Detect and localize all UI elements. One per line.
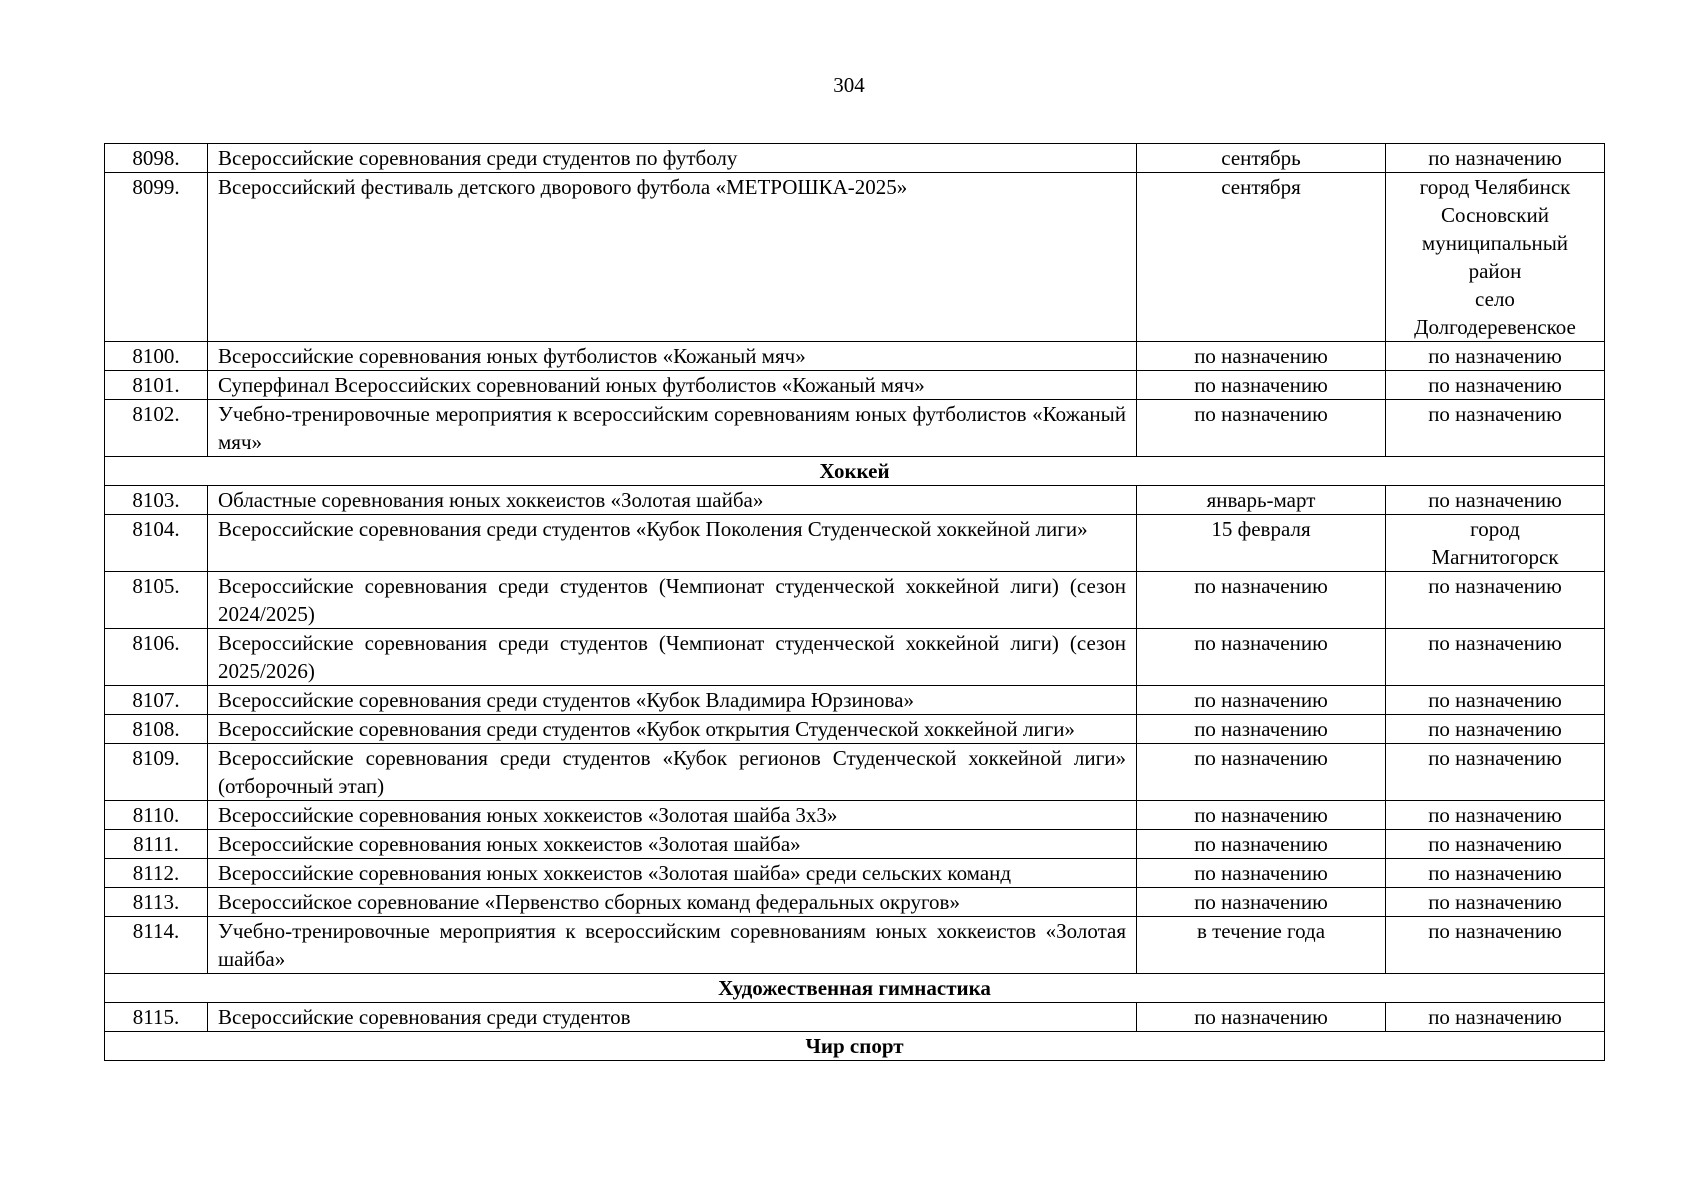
page-number: 304 — [833, 73, 865, 97]
event-place: по назначению — [1386, 400, 1605, 457]
event-place: по назначению — [1386, 917, 1605, 974]
event-date: по назначению — [1137, 801, 1386, 830]
event-name: Всероссийские соревнования юных хоккеистов «Золотая шайба» — [208, 830, 1137, 859]
event-date: 15 февраля — [1137, 515, 1386, 572]
table-row — [105, 173, 1605, 342]
event-number: 8109. — [105, 744, 208, 801]
event-date: по назначению — [1137, 859, 1386, 888]
event-place: по назначению — [1386, 629, 1605, 686]
table-row — [105, 917, 1605, 974]
event-name: Всероссийские соревнования среди студентов по футболу — [208, 144, 1137, 173]
table-row — [105, 486, 1605, 515]
section-row — [105, 457, 1605, 486]
event-name: Учебно-тренировочные мероприятия к всероссийским соревнованиям юных футболистов «Кожаный мяч» — [208, 400, 1137, 457]
event-name: Областные соревнования юных хоккеистов «Золотая шайба» — [208, 486, 1137, 515]
event-date: в течение года — [1137, 917, 1386, 974]
event-number: 8112. — [105, 859, 208, 888]
event-date: январь-март — [1137, 486, 1386, 515]
event-number: 8106. — [105, 629, 208, 686]
event-name: Всероссийские соревнования юных хоккеистов «Золотая шайба 3х3» — [208, 801, 1137, 830]
event-number: 8111. — [105, 830, 208, 859]
event-place: по назначению — [1386, 342, 1605, 371]
table-row — [105, 515, 1605, 572]
event-name: Всероссийские соревнования среди студентов «Кубок Поколения Студенческой хоккейной лиги» — [208, 515, 1137, 572]
event-number: 8113. — [105, 888, 208, 917]
events-table — [104, 143, 1605, 1061]
event-number: 8098. — [105, 144, 208, 173]
event-name: Всероссийские соревнования юных футболистов «Кожаный мяч» — [208, 342, 1137, 371]
event-name: Учебно-тренировочные мероприятия к всероссийским соревнованиям юных хоккеистов «Золотая шайба» — [208, 917, 1137, 974]
event-number: 8102. — [105, 400, 208, 457]
event-date: по назначению — [1137, 744, 1386, 801]
table-row — [105, 801, 1605, 830]
section-row — [105, 1032, 1605, 1061]
event-name: Всероссийские соревнования среди студентов «Кубок открытия Студенческой хоккейной лиги» — [208, 715, 1137, 744]
event-name: Суперфинал Всероссийских соревнований юных футболистов «Кожаный мяч» — [208, 371, 1137, 400]
table-row — [105, 888, 1605, 917]
event-number: 8108. — [105, 715, 208, 744]
event-number: 8101. — [105, 371, 208, 400]
table-row — [105, 1003, 1605, 1032]
event-number: 8105. — [105, 572, 208, 629]
event-date: по назначению — [1137, 371, 1386, 400]
event-date: по назначению — [1137, 888, 1386, 917]
event-place: по назначению — [1386, 830, 1605, 859]
event-name: Всероссийский фестиваль детского дворового футбола «МЕТРОШКА-2025» — [208, 173, 1137, 342]
event-number: 8100. — [105, 342, 208, 371]
section-title: Хоккей — [105, 457, 1605, 486]
event-place: по назначению — [1386, 486, 1605, 515]
events-table-body — [105, 144, 1605, 1061]
event-name: Всероссийские соревнования среди студентов «Кубок регионов Студенческой хоккейной лиги» (отборочный этап) — [208, 744, 1137, 801]
event-place: по назначению — [1386, 371, 1605, 400]
event-place: по назначению — [1386, 1003, 1605, 1032]
table-row — [105, 371, 1605, 400]
event-number: 8115. — [105, 1003, 208, 1032]
table-row — [105, 830, 1605, 859]
event-number: 8099. — [105, 173, 208, 342]
table-row — [105, 629, 1605, 686]
event-date: по назначению — [1137, 686, 1386, 715]
event-number: 8103. — [105, 486, 208, 515]
event-place: по назначению — [1386, 888, 1605, 917]
event-name: Всероссийские соревнования среди студентов (Чемпионат студенческой хоккейной лиги) (сезон 2024/2025) — [208, 572, 1137, 629]
event-place: город Магнитогорск — [1386, 515, 1605, 572]
event-place: по назначению — [1386, 715, 1605, 744]
event-place: по назначению — [1386, 744, 1605, 801]
event-date: сентября — [1137, 173, 1386, 342]
table-row — [105, 744, 1605, 801]
event-place: по назначению — [1386, 801, 1605, 830]
event-name: Всероссийские соревнования среди студентов (Чемпионат студенческой хоккейной лиги) (сезон 2025/2026) — [208, 629, 1137, 686]
event-place: по назначению — [1386, 572, 1605, 629]
event-number: 8104. — [105, 515, 208, 572]
event-date: по назначению — [1137, 830, 1386, 859]
section-row — [105, 974, 1605, 1003]
event-number: 8114. — [105, 917, 208, 974]
event-place: по назначению — [1386, 859, 1605, 888]
event-date: по назначению — [1137, 342, 1386, 371]
event-date: по назначению — [1137, 572, 1386, 629]
event-name: Всероссийское соревнование «Первенство сборных команд федеральных округов» — [208, 888, 1137, 917]
table-row — [105, 400, 1605, 457]
event-date: сентябрь — [1137, 144, 1386, 173]
event-name: Всероссийские соревнования среди студентов «Кубок Владимира Юрзинова» — [208, 686, 1137, 715]
table-row — [105, 859, 1605, 888]
table-row — [105, 686, 1605, 715]
event-date: по назначению — [1137, 715, 1386, 744]
event-place: по назначению — [1386, 144, 1605, 173]
event-name: Всероссийские соревнования среди студентов — [208, 1003, 1137, 1032]
section-title: Художественная гимнастика — [105, 974, 1605, 1003]
event-name: Всероссийские соревнования юных хоккеистов «Золотая шайба» среди сельских команд — [208, 859, 1137, 888]
table-row — [105, 715, 1605, 744]
event-date: по назначению — [1137, 1003, 1386, 1032]
table-row — [105, 342, 1605, 371]
table-row — [105, 144, 1605, 173]
table-row — [105, 572, 1605, 629]
section-title: Чир спорт — [105, 1032, 1605, 1061]
event-number: 8107. — [105, 686, 208, 715]
event-date: по назначению — [1137, 400, 1386, 457]
event-place: город Челябинск Сосновский муниципальный район село Долгодеревенское — [1386, 173, 1605, 342]
event-number: 8110. — [105, 801, 208, 830]
event-date: по назначению — [1137, 629, 1386, 686]
event-place: по назначению — [1386, 686, 1605, 715]
